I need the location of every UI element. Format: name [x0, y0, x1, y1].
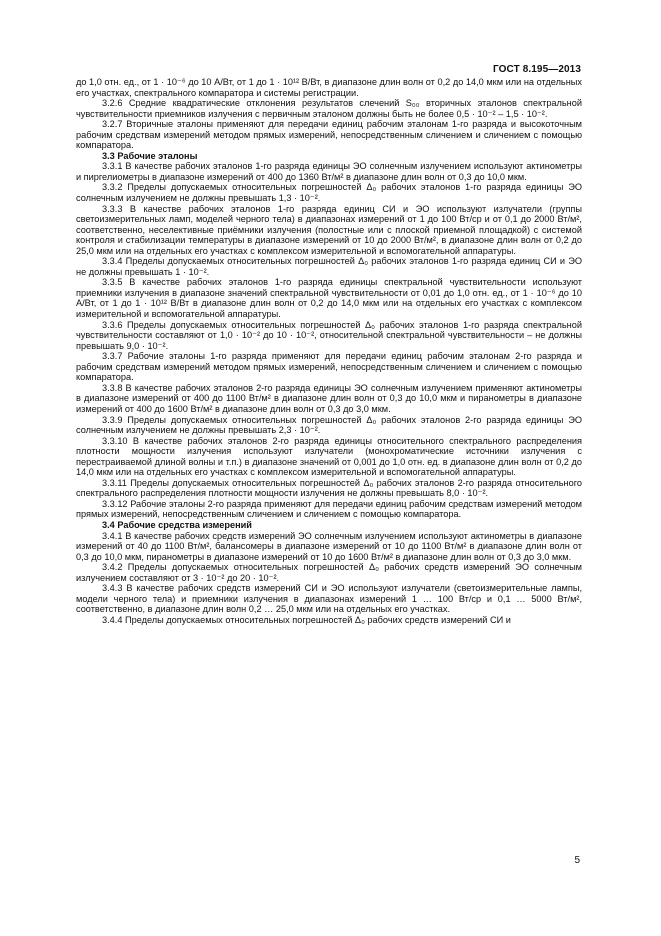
paragraph-3-3-7: 3.3.7 Рабочие эталоны 1-го разряда применяют для передачи единиц рабочим эталонам 2-го разряда и рабочим средствам измерений методом прямых измерений, непосредственным сличением и сличением с помощью компаратора.	[76, 351, 582, 383]
paragraph-3-3-8: 3.3.8 В качестве рабочих эталонов 2-го разряда единицы ЭО солнечным излучением применяют актинометры в диапазоне измерений от 400 до 1100 Вт/м² в диапазоне длин волн от 0,3 до 10,0 мкм и пиранометры в диапазоне измерений от 400 до 1600 Вт/м² в диапазоне длин волн от 0,3 до 3,0 мкм.	[76, 382, 582, 414]
paragraph-3-3-11: 3.3.11 Пределы допускаемых относительных погрешностей Δ₀ рабочих эталонов 2-го разряда относительного спектрального распределения плотности мощности излучения не должны превышать 8,0 · 10⁻².	[76, 477, 582, 499]
paragraph-3-4-3: 3.4.3 В качестве рабочих средств измерений СИ и ЭО используют излучатели (светоизмерительные лампы, модели черного тела) и приемники излучения в диапазонах измерений 1 … 100 Вт/ср и 0,1 … 5000 Вт/м², соответственно, в диапазоне длин волн 0,2 … 25,0 мкм или на отдельных его участках.	[76, 583, 582, 615]
document-header: ГОСТ 8.195—2013	[493, 64, 581, 75]
paragraph-3-3-10: 3.3.10 В качестве рабочих эталонов 2-го разряда единицы относительного спектрального распределения плотности мощности излучения используют излучатели (монохроматические источники излучения с перестраиваемой длиной волны и т.п.) в диапазоне значений от 0,001 до 1,0 отн. ед. в диапазоне длин волн от 0,2 до 14,0 мкм или на отдельных его участках с комплексом измерительной и вспомогательной аппаратуры.	[76, 435, 582, 478]
page-number: 5	[574, 855, 580, 866]
paragraph-3-3-12: 3.3.12 Рабочие эталоны 2-го разряда применяют для передачи единиц рабочим средствам измерений методом прямых измерений, непосредственным сличением и сличением с помощью компаратора.	[76, 498, 582, 520]
paragraph-3-2-6: 3.2.6 Средние квадратические отклонения результатов слечений S₀₀ вторичных эталонов спектральной чувствительности приемников излучения с первичным эталоном должны быть не более 0,5 · 10⁻² – 1,5 · 10⁻².	[76, 98, 582, 119]
paragraph-3-3-9: 3.3.9 Пределы допускаемых относительных погрешностей Δ₀ рабочих эталонов 2-го разряда единицы ЭО солнечным излучением не должны превышать 2,3 · 10⁻².	[76, 414, 582, 436]
paragraph-3-3-1: 3.3.1 В качестве рабочих эталонов 1-го разряда единицы ЭО солнечным излучением используют актинометры и пиргелиометры в диапазоне измерений от 400 до 1360 Вт/м² в диапазоне длин волн от 0,3 до 10,0 мкм.	[76, 161, 582, 182]
paragraph-3-2-7: 3.2.7 Вторичные эталоны применяют для передачи единиц рабочим эталонам 1-го разряда и высокоточным рабочим средствам измерений методом прямых измерений, непосредственным сличением и сличением с помощью компаратора.	[76, 119, 582, 151]
paragraph-3-3-2: 3.3.2 Пределы допускаемых относительных погрешностей Δ₀ рабочих эталонов 1-го разряда единицы ЭО солнечным излучением не должны превышать 1,3 · 10⁻².	[76, 182, 582, 204]
paragraph-3-3-5: 3.3.5 В качестве рабочих эталонов 1-го разряда единицы спектральной чувствительности используют приемники излучения в диапазоне значений спектральной чувствительности от 0,01 до 1,0 отн. ед., от 1 · 10⁻⁶ до 10 А/Вт, от 1 до 1 · 10¹² В/Вт в диапазоне длин волн от 0,2 до 14,0 мкм или на отдельных его участках с комплексом измерительной и вспомогательной аппаратуры.	[76, 277, 582, 320]
document-body	[76, 77, 582, 625]
section-heading-3-4: 3.4 Рабочие средства измерений	[102, 519, 252, 530]
paragraph-3-3-4: 3.3.4 Пределы допускаемых относительных погрешностей Δ₀ рабочих эталонов 1-го разряда единиц СИ и ЭО не должны превышать 1 · 10⁻².	[76, 256, 582, 277]
paragraph-3-3-3: 3.3.3 В качестве рабочих эталонов 1-го разряда единиц СИ и ЭО используют излучатели (группы светоизмерительных ламп, моделей черного тела) в диапазонах измерений от 1 до 100 Вт/ср и от 0,1 до 2000 Вт/м², соответственно, неселективные приёмники излучения (полостные или с плоской приемной площадкой) с системой контроля и стабилизации температуры в диапазоне измерений от 10 до 2000 Вт/м², в диапазоне длин волн от 0,2 до 25,0 мкм или на отдельных его участках с комплексом измерительной и вспомогательной аппаратуры.	[76, 203, 582, 256]
paragraph-3-4-2: 3.4.2 Пределы допускаемых относительных погрешностей Δ₀ рабочих средств измерений ЭО солнечным излучением составляют от 3 · 10⁻² до 20 · 10⁻².	[76, 562, 582, 583]
paragraph-3-4-1: 3.4.1 В качестве рабочих средств измерений ЭО солнечным излучением используют актинометры в диапазоне измерений от 40 до 1100 Вт/м², балансомеры в диапазоне измерений от 10 до 1100 Вт/м² в диапазоне длин волн от 0,3 до 10,0 мкм, пиранометры в диапазоне измерений от 10 до 1600 Вт/м² в диапазоне длин волн от 0,3 до 3,0 мкм.	[76, 530, 582, 562]
paragraph-3-4-4: 3.4.4 Пределы допускаемых относительных погрешностей Δ₀ рабочих средств измерений СИ и	[102, 614, 511, 625]
section-heading-3-3: 3.3 Рабочие эталоны	[102, 150, 198, 161]
paragraph-continuation: до 1,0 отн. ед., от 1 · 10⁻⁶ до 10 А/Вт, от 1 до 1 · 10¹² В/Вт, в диапазоне длин волн от 0,2 до 14,0 мкм или на отдельных его участках, спектрального компаратора и системы регистрации.	[76, 77, 582, 98]
paragraph-3-3-6: 3.3.6 Пределы допускаемых относительных погрешностей Δ₀ рабочих эталонов 1-го разряда спектральной чувствительности составляют от 1,0 · 10⁻² до 10 · 10⁻², относительной спектральной чувствительности – не должны превышать 9,0 · 10⁻².	[76, 319, 582, 351]
